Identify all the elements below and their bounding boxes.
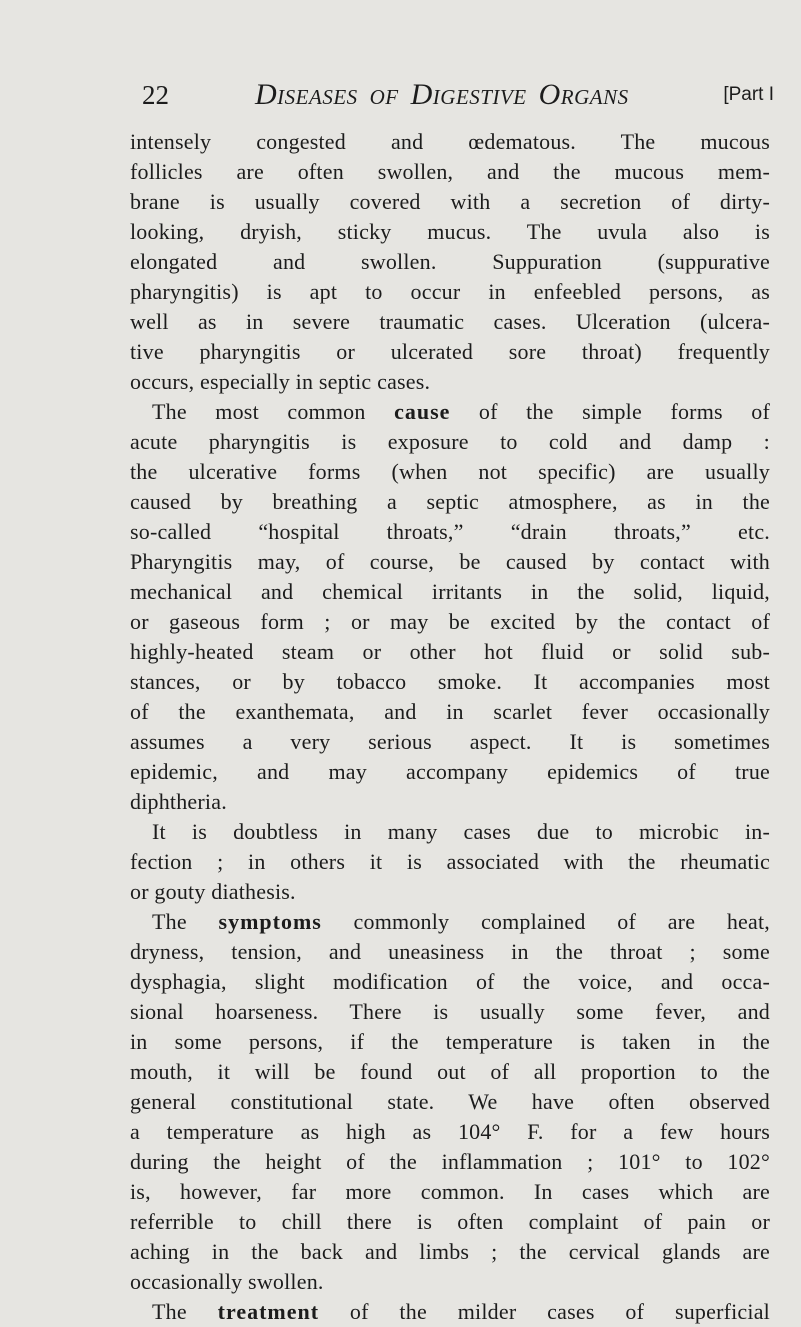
text-segment: commonly complained of are heat, bbox=[321, 909, 771, 934]
text-line: a temperature as high as 104° F. for a few hours bbox=[130, 1119, 770, 1144]
text-line: referrible to chill there is often complaint of pain or bbox=[130, 1209, 770, 1234]
page-number: 22 bbox=[142, 80, 169, 110]
part-label: [Part I bbox=[723, 84, 774, 105]
running-title: Diseases of Digestive Organs bbox=[255, 78, 629, 111]
text-line: mechanical and chemical irritants in the solid, liquid, bbox=[130, 579, 770, 604]
text-line: follicles are often swollen, and the mucous mem- bbox=[130, 159, 770, 184]
text-segment: The most common bbox=[152, 399, 395, 424]
text-segment: of the simple forms of bbox=[450, 399, 770, 424]
text-line: well as in severe traumatic cases. Ulceration (ulcera- bbox=[130, 309, 770, 334]
text-line: tive pharyngitis or ulcerated sore throat) frequently bbox=[130, 339, 770, 364]
text-line: occurs, especially in septic cases. bbox=[130, 369, 431, 394]
text-line: aching in the back and limbs ; the cervical glands are bbox=[130, 1239, 770, 1264]
text-line: so-called “hospital throats,” “drain throats,” etc. bbox=[130, 519, 770, 544]
text-line: or gouty diathesis. bbox=[130, 879, 296, 904]
text-segment: of the milder cases of superficial bbox=[319, 1299, 770, 1324]
text-line: mouth, it will be found out of all proportion to the bbox=[130, 1059, 770, 1084]
text-line: caused by breathing a septic atmosphere, as in the bbox=[130, 489, 770, 514]
text-line: elongated and swollen. Suppuration (suppurative bbox=[130, 249, 770, 274]
text-line: during the height of the inflammation ; 101° to 102° bbox=[130, 1149, 770, 1174]
keyword: symptoms bbox=[218, 909, 322, 934]
text-line: or gaseous form ; or may be excited by the contact of bbox=[130, 609, 770, 634]
text-line: sional hoarseness. There is usually some fever, and bbox=[130, 999, 770, 1024]
body-text bbox=[130, 127, 770, 1327]
text-line: It is doubtless in many cases due to microbic in- bbox=[152, 819, 770, 844]
text-line: diphtheria. bbox=[130, 789, 227, 814]
running-header bbox=[142, 78, 774, 118]
keyword: treatment bbox=[217, 1299, 320, 1324]
text-line: occasionally swollen. bbox=[130, 1269, 324, 1294]
text-line: brane is usually covered with a secretion of dirty- bbox=[130, 189, 770, 214]
text-line: of the exanthemata, and in scarlet fever occasionally bbox=[130, 699, 770, 724]
text-line: dysphagia, slight modification of the voice, and occa- bbox=[130, 969, 770, 994]
text-line: intensely congested and œdematous. The mucous bbox=[130, 129, 770, 154]
text-line: Pharyngitis may, of course, be caused by contact with bbox=[130, 549, 770, 574]
keyword: cause bbox=[394, 399, 451, 424]
text-line bbox=[130, 397, 770, 427]
text-line: pharyngitis) is apt to occur in enfeebled persons, as bbox=[130, 279, 770, 304]
text-segment: The bbox=[152, 909, 219, 934]
text-line: dryness, tension, and uneasiness in the throat ; some bbox=[130, 939, 770, 964]
text-line: the ulcerative forms (when not specific) are usually bbox=[130, 459, 770, 484]
text-line bbox=[130, 1297, 770, 1327]
text-line: fection ; in others it is associated with the rheumatic bbox=[130, 849, 770, 874]
text-line: epidemic, and may accompany epidemics of true bbox=[130, 759, 770, 784]
text-line: general constitutional state. We have often observed bbox=[130, 1089, 770, 1114]
text-line: stances, or by tobacco smoke. It accompanies most bbox=[130, 669, 770, 694]
text-line: assumes a very serious aspect. It is sometimes bbox=[130, 729, 770, 754]
text-line: looking, dryish, sticky mucus. The uvula also is bbox=[130, 219, 770, 244]
text-line: highly-heated steam or other hot fluid or solid sub- bbox=[130, 639, 770, 664]
text-line bbox=[130, 907, 770, 937]
text-line: is, however, far more common. In cases which are bbox=[130, 1179, 770, 1204]
text-line: acute pharyngitis is exposure to cold and damp : bbox=[130, 429, 770, 454]
text-line: in some persons, if the temperature is taken in the bbox=[130, 1029, 770, 1054]
text-segment: The bbox=[152, 1299, 218, 1324]
